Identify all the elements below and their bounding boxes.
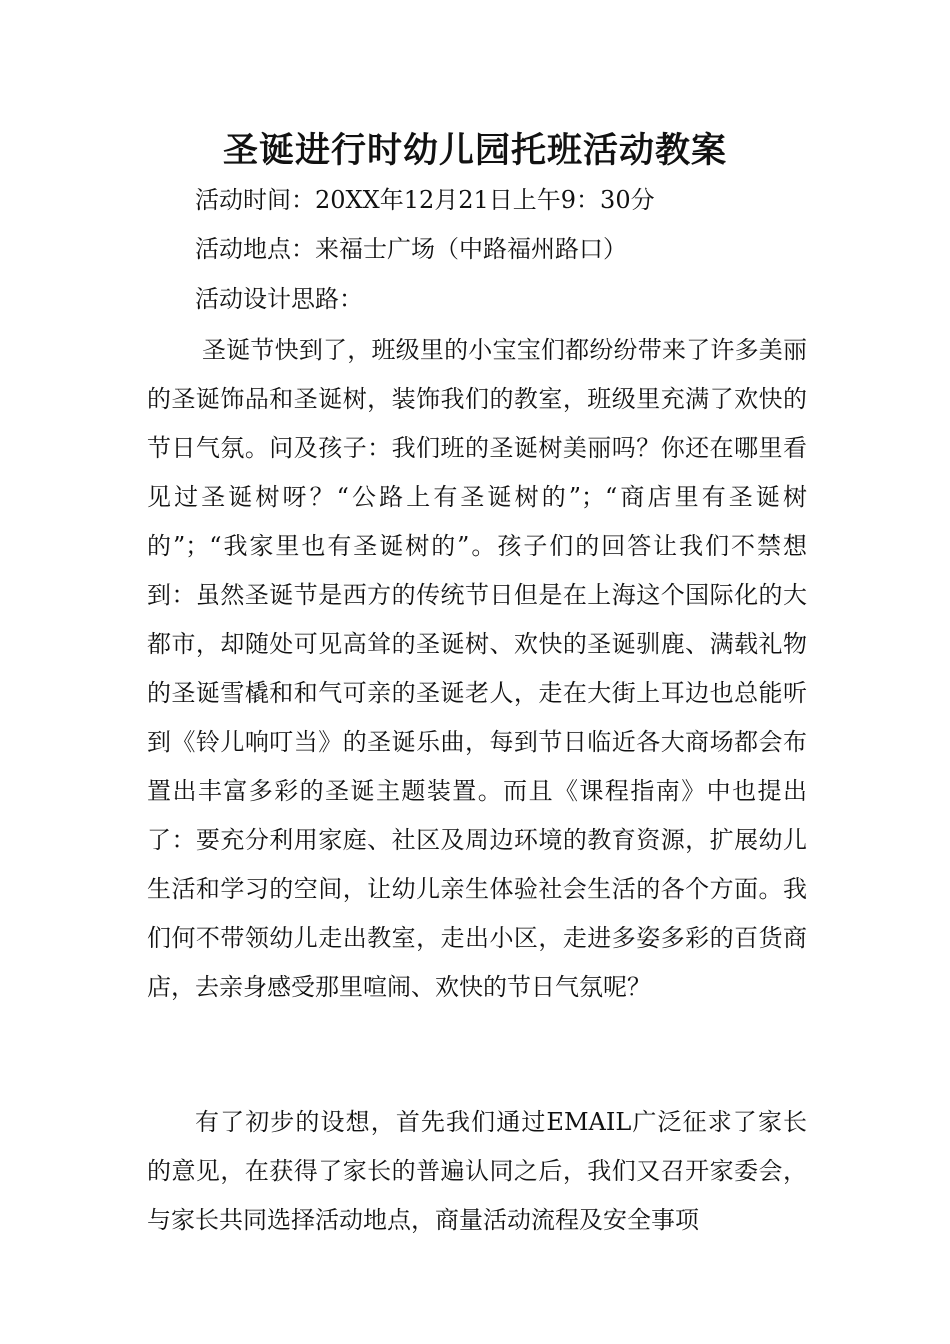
body-paragraph-2: 有了初步的设想，首先我们通过EMAIL广泛征求了家长的意见，在获得了家长的普遍认同之后，我们又召开家委会，与家长共同选择活动地点，商量活动流程及安全事项 bbox=[147, 1108, 807, 1234]
document-title: 圣诞进行时幼儿园托班活动教案 bbox=[222, 131, 727, 171]
body-paragraph-1: 圣诞节快到了，班级里的小宝宝们都纷纷带来了许多美丽的圣诞饰品和圣诞树，装饰我们的教室，班级里充满了欢快的节日气氛。问及孩子：我们班的圣诞树美丽吗？你还在哪里看见过圣诞树呀？“公路上有圣诞树的”；“商店里有圣诞树的”；“我家里也有圣诞树的”。孩子们的回答让我们不禁想到：虽然圣诞节是西方的传统节日但是在上海这个国际化的大都市，却随处可见高耸的圣诞树、欢快的圣诞驯鹿、满载礼物的圣诞雪橇和和气可亲的圣诞老人，走在大街上耳边也总能听到《铃儿响叮当》的圣诞乐曲，每到节日临近各大商场都会布置出丰富多彩的圣诞主题装置。而且《课程指南》中也提出了：要充分利用家庭、社区及周边环境的教育资源，扩展幼儿生活和学习的空间，让幼儿亲生体验社会生活的各个方面。我们何不带领幼儿走出教室，走出小区，走进多姿多彩的百货商店，去亲身感受那里喧闹、欢快的节日气氛呢？ bbox=[147, 336, 807, 1001]
design-heading: 活动设计思路： bbox=[195, 285, 363, 313]
activity-place: 活动地点：来福士广场（中路福州路口） bbox=[195, 235, 627, 263]
activity-time: 活动时间：20XX年12月21日上午9：30分 bbox=[195, 186, 655, 214]
